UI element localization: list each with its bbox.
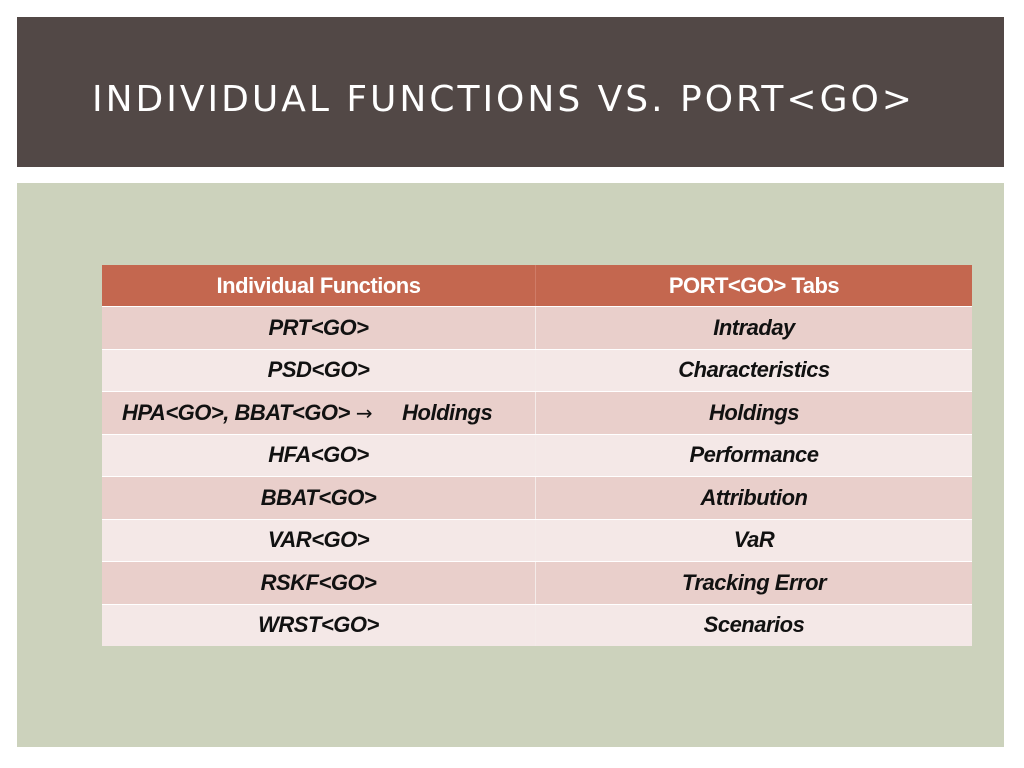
function-cell: RSKF<GO> — [102, 562, 536, 604]
tab-cell: Tracking Error — [681, 569, 827, 595]
table-row — [102, 306, 972, 349]
table-row — [102, 349, 972, 392]
tab-cell: Holdings — [708, 399, 800, 425]
table-row — [102, 561, 972, 604]
table-row — [102, 391, 972, 434]
table-row — [102, 519, 972, 562]
tab-cell: VaR — [733, 527, 775, 553]
table-header-row — [102, 265, 972, 306]
function-cell-part-a: HPA<GO>, BBAT<GO> — [122, 399, 350, 425]
function-cell: PRT<GO> — [102, 307, 536, 349]
function-cell: HFA<GO> — [102, 435, 536, 477]
header-individual-functions: Individual Functions — [102, 265, 536, 306]
tab-cell: Scenarios — [703, 612, 805, 638]
content-panel — [17, 183, 1004, 747]
slide-title: INDIVIDUAL FUNCTIONS VS. PORT<GO> — [92, 79, 915, 120]
header-port-tabs: PORT<GO> Tabs — [668, 272, 840, 298]
comparison-table — [102, 265, 972, 646]
function-cell: BBAT<GO> — [102, 477, 536, 519]
table-row — [102, 604, 972, 647]
function-cell: PSD<GO> — [102, 350, 536, 392]
table-row — [102, 434, 972, 477]
function-cell: WRST<GO> — [102, 605, 536, 647]
table-row — [102, 476, 972, 519]
function-cell: VAR<GO> — [102, 520, 536, 562]
tab-cell: Intraday — [713, 314, 795, 340]
arrow-right-icon: → — [355, 400, 373, 425]
tab-cell: Characteristics — [678, 357, 830, 383]
tab-cell: Performance — [689, 442, 819, 468]
function-cell — [102, 392, 536, 434]
function-cell-part-b: Holdings — [402, 399, 493, 425]
tab-cell: Attribution — [700, 484, 808, 510]
